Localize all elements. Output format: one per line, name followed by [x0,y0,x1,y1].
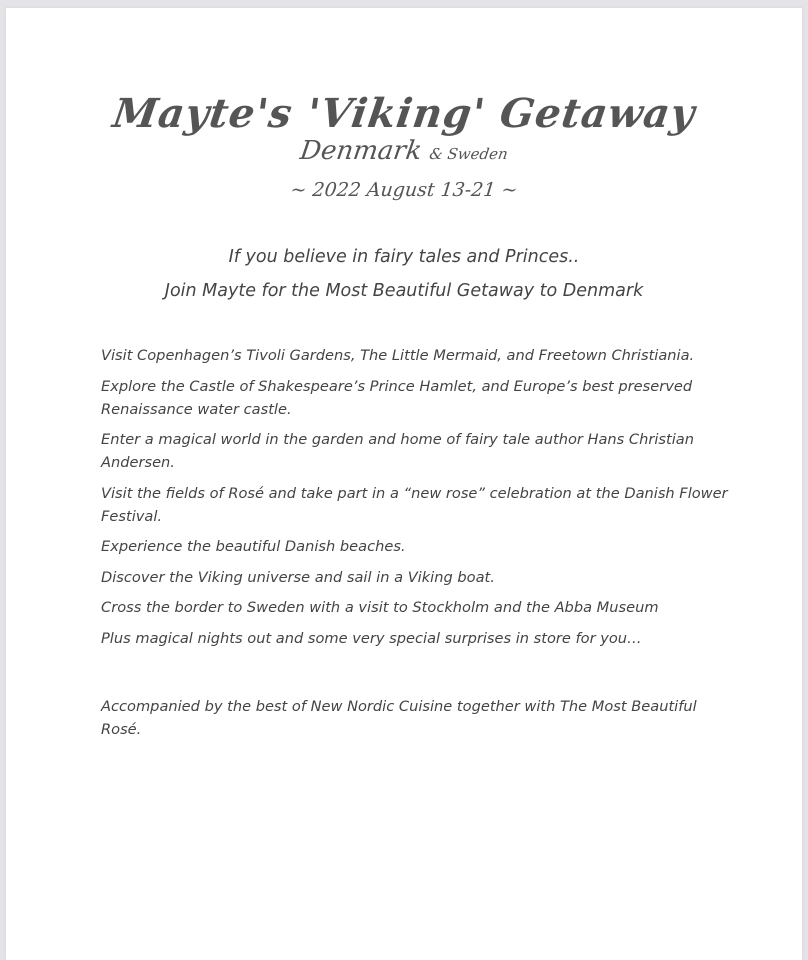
list-item: Cross the border to Sweden with a visit to Stockholm and the Abba Museum [101,599,659,616]
list-item: Discover the Viking universe and sail in a Viking boat. [101,568,495,586]
page-subtitle [3,134,804,171]
document-page [6,8,802,960]
intro-line-1: If you believe in fairy tales and Princes.. [228,247,580,267]
closing-paragraph: Accompanied by the best of New Nordic Cuisine together with The Most Beautiful Rosé. [101,698,697,738]
list-item: Experience the beautiful Danish beaches. [101,538,406,555]
list-item: Plus magical nights out and some very special surprises in store for you… [101,629,642,647]
itinerary-list [101,344,741,657]
subtitle-minor: & Sweden [428,145,509,163]
list-item: Explore the Castle of Shakespeare’s Prince Hamlet, and Europe’s best preserved Renaissance water castle. [101,377,693,418]
page-title: Mayte's 'Viking' Getaway [109,90,699,137]
trip-dates: ~ 2022 August 13-21 ~ [289,179,519,201]
subtitle-main: Denmark [298,136,424,166]
intro [6,240,802,308]
list-item: Enter a magical world in the garden and home of fairy tale author Hans Christian Andersen. [101,431,694,471]
intro-line-2: Join Mayte for the Most Beautiful Getaway to Denmark [164,281,644,301]
list-item: Visit Copenhagen’s Tivoli Gardens, The Little Mermaid, and Freetown Christiania. [101,347,695,364]
list-item: Visit the fields of Rosé and take part in a “new rose” celebration at the Danish Flower Festival. [101,484,728,525]
